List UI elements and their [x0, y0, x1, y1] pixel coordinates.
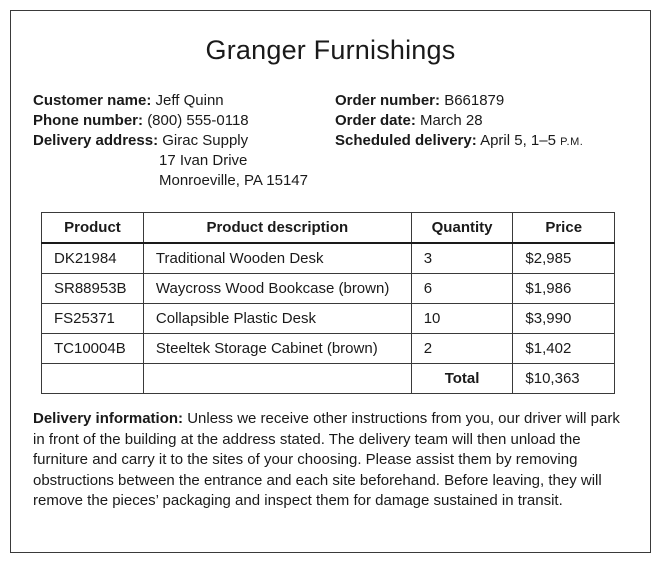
- order-items-table: [41, 212, 615, 394]
- table-row: [42, 274, 615, 304]
- cell-description: Traditional Wooden Desk: [143, 243, 411, 274]
- cell-product: DK21984: [42, 243, 144, 274]
- order-number-value: B661879: [444, 92, 505, 109]
- phone-value: (800) 555-0118: [147, 112, 249, 129]
- scheduled-delivery-ampm: P.M.: [560, 136, 584, 148]
- cell-product: SR88953B: [42, 274, 144, 304]
- address-label: Delivery address:: [33, 132, 159, 149]
- address-line1: Girac Supply: [162, 132, 249, 149]
- scheduled-delivery-value: April 5, 1–5: [480, 132, 556, 149]
- total-label: Total: [411, 364, 513, 394]
- company-title: Granger Furnishings: [205, 35, 456, 65]
- cell-description: Collapsible Plastic Desk: [143, 304, 411, 334]
- order-number-label: Order number:: [335, 92, 441, 109]
- cell-quantity: 3: [411, 243, 513, 274]
- delivery-information: [33, 409, 631, 512]
- cell-description: Waycross Wood Bookcase (brown): [143, 274, 411, 304]
- address-row: [33, 131, 308, 151]
- table-header-row: [42, 213, 615, 244]
- customer-info: [33, 91, 308, 191]
- cell-product: FS25371: [42, 304, 144, 334]
- order-number-row: [335, 91, 583, 111]
- delivery-info-text: Unless we receive other instructions from you, our driver will park in front of the building at the address stated. The delivery team will then unload the furniture and carry it to the sites of your choosing. Please assist them by removing obstructions between the entrance and each site beforehand. Before leaving, they will remove the pieces’ packaging and inspect them for damage sustained in transit.: [33, 410, 620, 509]
- cell-quantity: 2: [411, 334, 513, 364]
- scheduled-delivery-label: Scheduled delivery:: [335, 132, 477, 149]
- phone-row: [33, 111, 308, 131]
- total-empty-cell: [42, 364, 144, 394]
- total-empty-cell: [143, 364, 411, 394]
- cell-quantity: 6: [411, 274, 513, 304]
- header-quantity: Quantity: [411, 213, 513, 244]
- address-line3: Monroeville, PA 15147: [159, 172, 308, 189]
- cell-product: TC10004B: [42, 334, 144, 364]
- order-date-row: [335, 111, 583, 131]
- table-row: [42, 304, 615, 334]
- phone-label: Phone number:: [33, 112, 144, 129]
- order-date-label: Order date:: [335, 112, 416, 129]
- header-product: Product: [42, 213, 144, 244]
- header-description: Product description: [143, 213, 411, 244]
- total-row: [42, 364, 615, 394]
- cell-price: $3,990: [513, 304, 615, 334]
- scheduled-delivery-row: [335, 131, 583, 152]
- customer-name-label: Customer name:: [33, 92, 152, 109]
- cell-price: $1,986: [513, 274, 615, 304]
- document-frame: [10, 10, 651, 553]
- order-date-value: March 28: [420, 112, 483, 129]
- cell-price: $2,985: [513, 243, 615, 274]
- order-info: [335, 91, 583, 152]
- cell-description: Steeltek Storage Cabinet (brown): [143, 334, 411, 364]
- cell-quantity: 10: [411, 304, 513, 334]
- address-line2: 17 Ivan Drive: [159, 152, 248, 169]
- delivery-info-label: Delivery information:: [33, 410, 184, 427]
- table-row: [42, 334, 615, 364]
- total-value: $10,363: [513, 364, 615, 394]
- customer-name-value: Jeff Quinn: [155, 92, 224, 109]
- customer-name-row: [33, 91, 308, 111]
- header-price: Price: [513, 213, 615, 244]
- table-row: [42, 243, 615, 274]
- cell-price: $1,402: [513, 334, 615, 364]
